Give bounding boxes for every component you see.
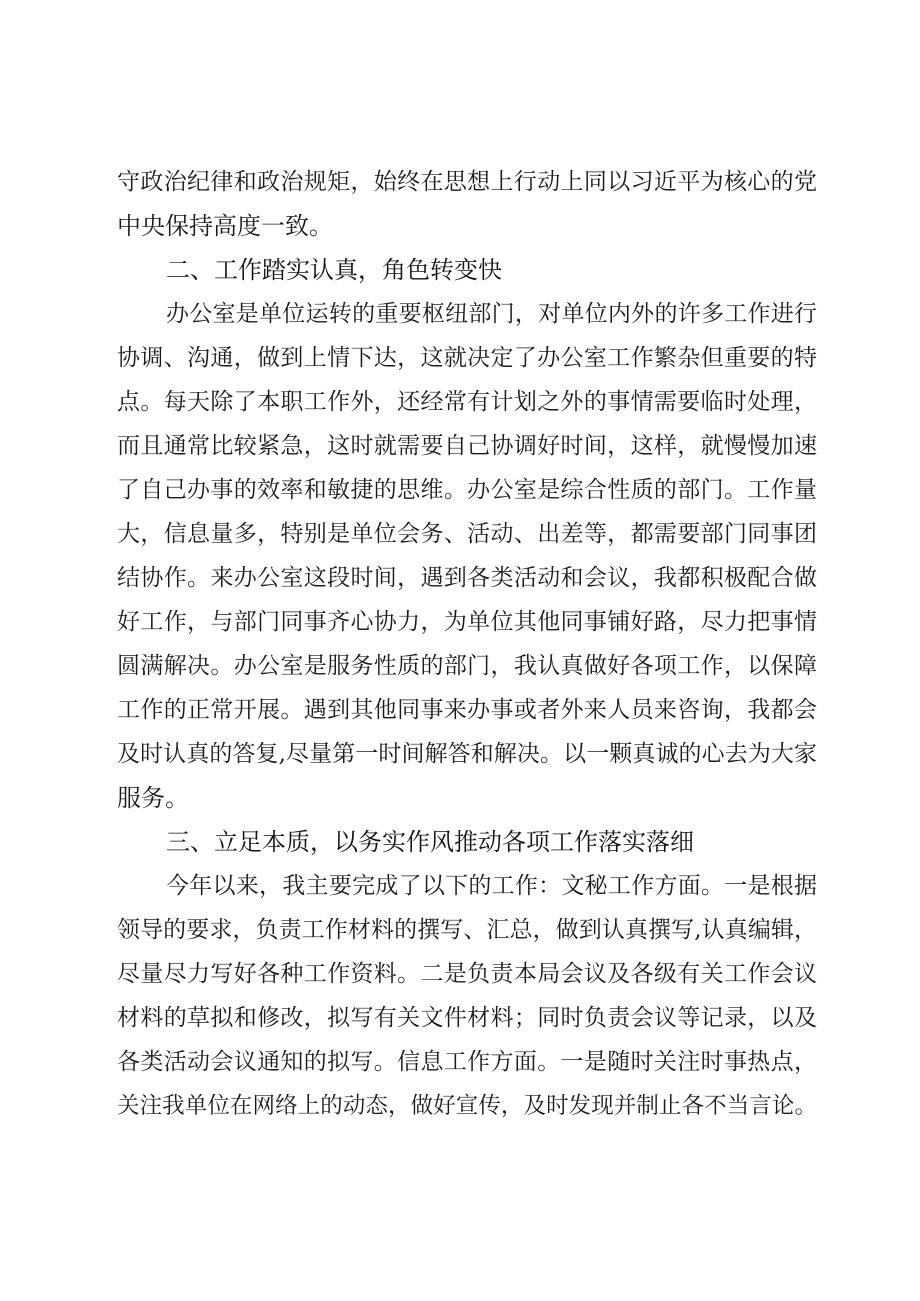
- paragraph-line: 大，信息量多，特别是单位会务、活动、出差等，都需要部门同事团: [117, 521, 817, 547]
- paragraph-line: 领导的要求，负责工作材料的撰写、汇总，做到认真撰写,认真编辑，: [117, 917, 817, 943]
- paragraph-line: 圆满解决。办公室是服务性质的部门，我认真做好各项工作，以保障: [117, 653, 817, 679]
- paragraph-line: 各类活动会议通知的拟写。信息工作方面。一是随时关注时事热点，: [117, 1049, 817, 1075]
- paragraph-line: 材料的草拟和修改，拟写有关文件材料；同时负责会议等记录，以及: [117, 1005, 817, 1031]
- paragraph-line: 服务。: [117, 784, 189, 812]
- paragraph-line: 结协作。来办公室这段时间，遇到各类活动和会议，我都积极配合做: [117, 565, 817, 591]
- paragraph-line: 关注我单位在网络上的动态，做好宣传，及时发现并制止各不当言论。: [117, 1093, 817, 1119]
- paragraph-line: 工作的正常开展。遇到其他同事来办事或者外来人员来咨询，我都会: [117, 697, 817, 723]
- section-heading-3: 三、立足本质，以务实作风推动各项工作落实落细: [166, 828, 694, 856]
- paragraph-line: 中央保持高度一致。: [117, 212, 333, 240]
- paragraph-line: 点。每天除了本职工作外，还经常有计划之外的事情需要临时处理，: [117, 389, 817, 415]
- paragraph-line: 尽量尽力写好各种工作资料。二是负责本局会议及各级有关工作会议: [117, 961, 817, 987]
- paragraph-line: 了自己办事的效率和敏捷的思维。办公室是综合性质的部门。工作量: [117, 477, 817, 503]
- section-heading-2: 二、工作踏实认真，角色转变快: [166, 256, 502, 284]
- paragraph-line: 而且通常比较紧急，这时就需要自己协调好时间，这样，就慢慢加速: [117, 433, 817, 459]
- paragraph-line: 好工作，与部门同事齐心协力，为单位其他同事铺好路，尽力把事情: [117, 609, 817, 635]
- paragraph-line: 今年以来，我主要完成了以下的工作：文秘工作方面。一是根据: [166, 873, 817, 899]
- paragraph-line: 及时认真的答复,尽量第一时间解答和解决。以一颗真诚的心去为大家: [117, 741, 817, 767]
- paragraph-line: 协调、沟通，做到上情下达，这就决定了办公室工作繁杂但重要的特: [117, 345, 817, 371]
- paragraph-line: 办公室是单位运转的重要枢纽部门，对单位内外的许多工作进行: [166, 301, 817, 327]
- paragraph-line: 守政治纪律和政治规矩，始终在思想上行动上同以习近平为核心的党: [117, 169, 817, 195]
